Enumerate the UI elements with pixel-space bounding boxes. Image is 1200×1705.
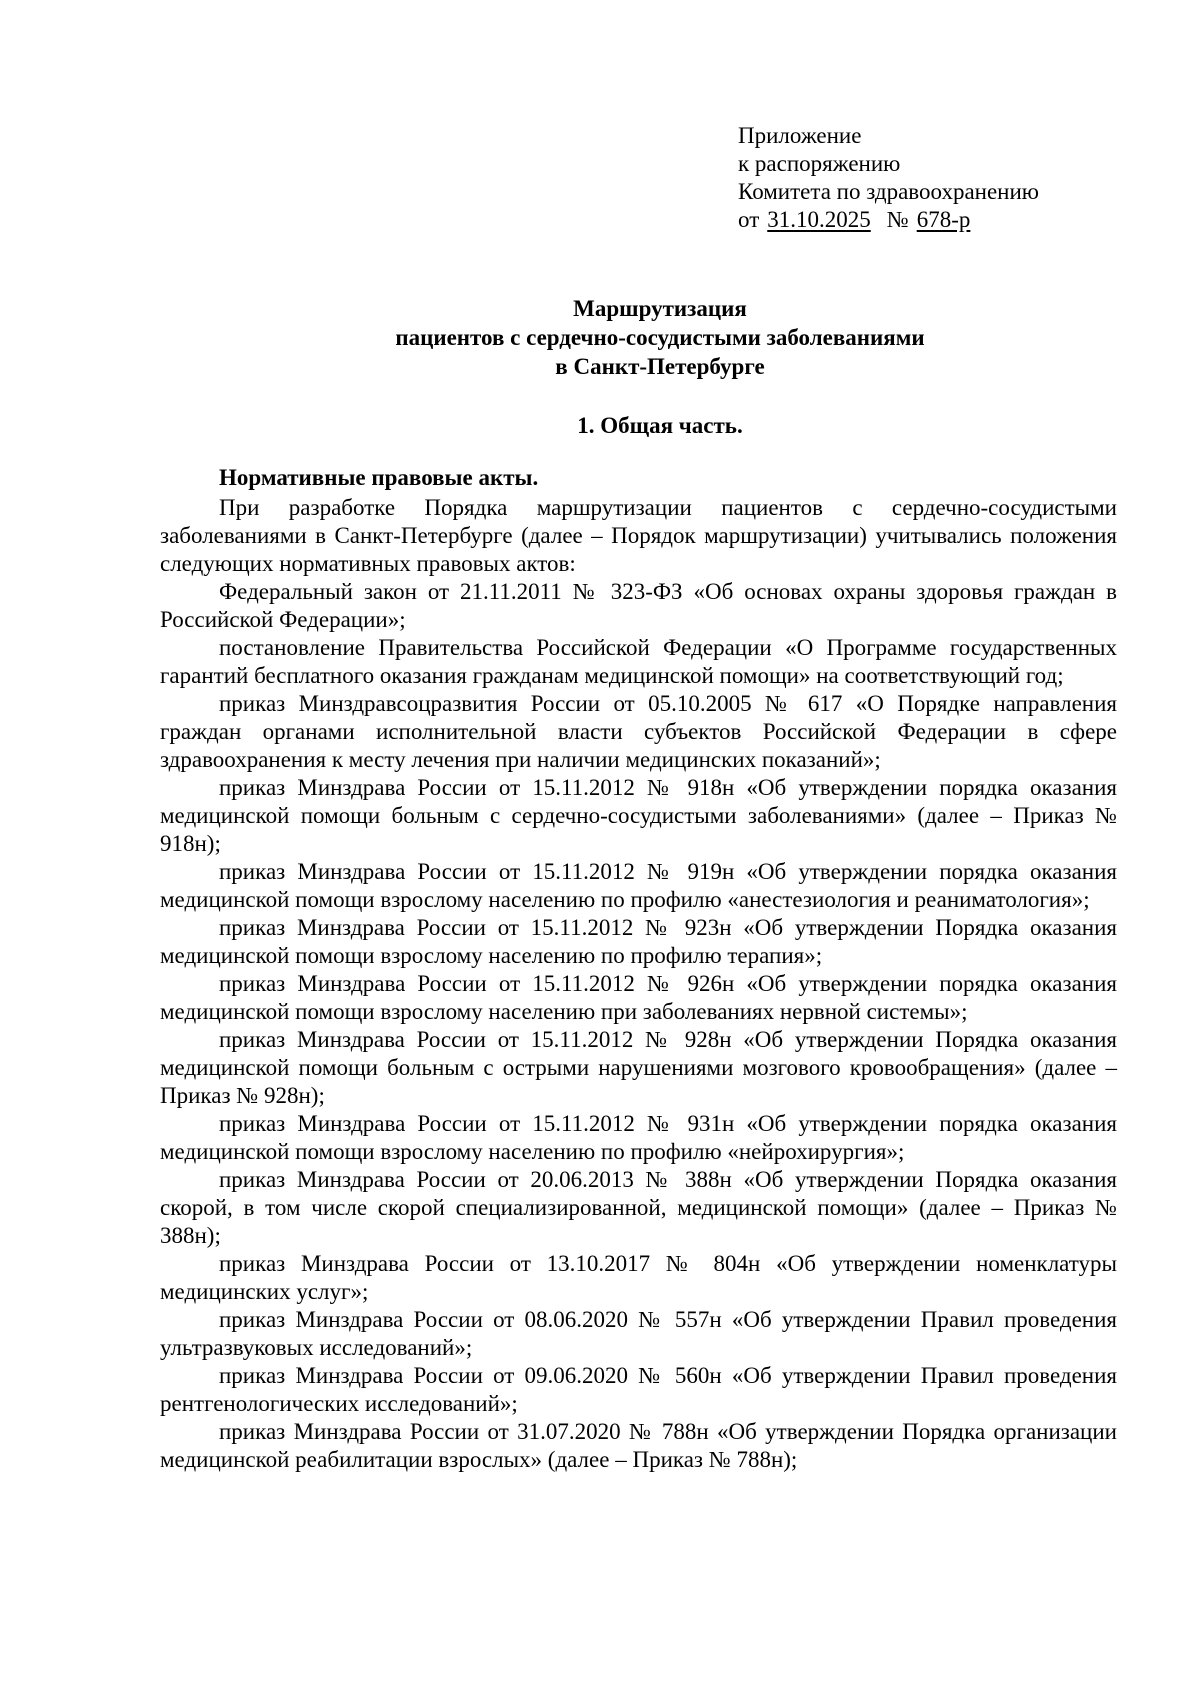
appendix-date-line (738, 206, 1039, 234)
normative-act-item: приказ Минздрава России от 13.10.2017 № 804н «Об утверждении номенклатуры медицинских услуг»; (160, 1251, 1117, 1304)
normative-act-item: приказ Минздрава России от 15.11.2012 № 928н «Об утверждении Порядка оказания медицинской помощи больным с острыми нарушениями мозгового кровообращения» (далее – Приказ № 928н); (160, 1027, 1117, 1108)
normative-act-item: постановление Правительства Российской Федерации «О Программе государственных гарантий бесплатного оказания гражданам медицинской помощи» на соответствующий год; (160, 635, 1117, 688)
normative-heading: Нормативные правовые акты. (219, 465, 539, 490)
order-number: 678-р (916, 207, 971, 232)
order-date: 31.10.2025 (767, 207, 871, 232)
section-heading: 1. Общая часть. (577, 413, 743, 438)
document-body (160, 494, 1117, 1474)
normative-act-item: приказ Минздрава России от 31.07.2020 № 788н «Об утверждении Порядка организации медицинской реабилитации взрослых» (далее – Приказ № 788н); (160, 1419, 1117, 1472)
appendix-line-3: Комитета по здравоохранению (738, 179, 1039, 204)
appendix-block (738, 122, 1039, 234)
appendix-line-2: к распоряжению (738, 151, 901, 176)
appendix-line-1: Приложение (738, 123, 862, 148)
document-title-line-3: в Санкт-Петербурге (555, 354, 765, 379)
normative-act-item: Федеральный закон от 21.11.2011 № 323-ФЗ «Об основах охраны здоровья граждан в Российской Федерации»; (160, 579, 1117, 632)
number-prefix: № (886, 207, 909, 232)
document-title-line-2: пациентов с сердечно-сосудистыми заболеваниями (395, 325, 925, 350)
normative-act-item: приказ Минздрава России от 08.06.2020 № 557н «Об утверждении Правил проведения ультразвуковых исследований»; (160, 1307, 1117, 1360)
normative-act-item: приказ Минздрава России от 15.11.2012 № 923н «Об утверждении Порядка оказания медицинской помощи взрослому населению по профилю терапия»; (160, 915, 1117, 968)
intro-paragraph: При разработке Порядка маршрутизации пациентов с сердечно-сосудистыми заболеваниями в Санкт-Петербурге (далее – Порядок маршрутизации) учитывались положения следующих нормативных правовых актов: (160, 495, 1117, 576)
normative-act-item: приказ Минздрава России от 15.11.2012 № 918н «Об утверждении порядка оказания медицинской помощи больным с сердечно-сосудистыми заболеваниями» (далее – Приказ № 918н); (160, 775, 1117, 856)
date-prefix: от (738, 207, 760, 232)
normative-act-item: приказ Минздравсоцразвития России от 05.10.2005 № 617 «О Порядке направления граждан органами исполнительной власти субъектов Российской Федерации в сфере здравоохранения к месту лечения при наличии медицинских показаний»; (160, 691, 1117, 772)
normative-act-item: приказ Минздрава России от 15.11.2012 № 931н «Об утверждении порядка оказания медицинской помощи взрослому населению по профилю «нейрохирургия»; (160, 1111, 1117, 1164)
normative-act-item: приказ Минздрава России от 15.11.2012 № 919н «Об утверждении порядка оказания медицинской помощи взрослому населению по профилю «анестезиология и реаниматология»; (160, 859, 1117, 912)
document-title-line-1: Маршрутизация (573, 296, 747, 321)
normative-act-item: приказ Минздрава России от 20.06.2013 № 388н «Об утверждении Порядка оказания скорой, в том числе скорой специализированной, медицинской помощи» (далее – Приказ № 388н); (160, 1167, 1117, 1248)
normative-act-item: приказ Минздрава России от 15.11.2012 № 926н «Об утверждении порядка оказания медицинской помощи взрослому населению при заболеваниях нервной системы»; (160, 971, 1117, 1024)
normative-act-item: приказ Минздрава России от 09.06.2020 № 560н «Об утверждении Правил проведения рентгенологических исследований»; (160, 1363, 1117, 1416)
